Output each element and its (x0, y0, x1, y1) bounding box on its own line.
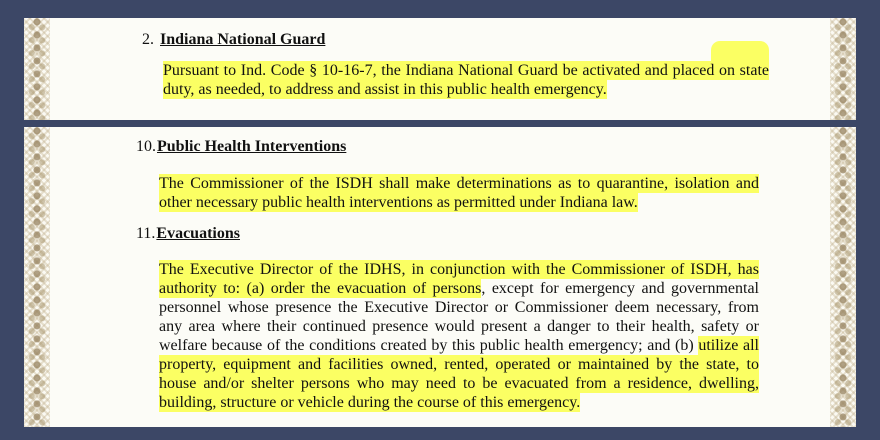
section-11-number: 11. (136, 225, 156, 242)
decorative-border-left (24, 127, 50, 427)
section-10-title: Public Health Interventions (157, 138, 347, 155)
section-10-number: 10. (136, 138, 156, 155)
section-2-body (163, 61, 769, 99)
section-11-body-highlight-2: utilize all property, equipment and facilities owned, rented, operated or maintained by the state, to house and/or shelter persons who may need to be evacuated from a residence, dwelling, building, structure or vehicle during the course of this emergency. (159, 337, 759, 411)
section-2-title: Indiana National Guard (160, 31, 326, 48)
section-11-heading (136, 225, 240, 243)
section-2-heading (142, 31, 325, 49)
document-page-section-2 (24, 18, 856, 120)
section-10-body (159, 174, 759, 212)
section-11-body-plain: , except for emergency and governmental personnel whose presence the Executive Director or Commissioner deem necessary, from any area where their continued presence would present a danger to their health, safety or welfare because of the conditions created by this public health emergency; and (b) (159, 280, 759, 354)
section-10-body-text: The Commissioner of the ISDH shall make determinations as to quarantine, isolation and other necessary public health interventions as permitted under Indiana law. (159, 175, 759, 211)
section-11-title: Evacuations (156, 225, 240, 242)
section-10-heading (136, 138, 346, 156)
decorative-border-right (830, 18, 856, 120)
decorative-border-right (830, 127, 856, 427)
document-page-sections-10-11 (24, 127, 856, 427)
section-2-number: 2. (142, 31, 154, 48)
section-11-body (159, 260, 759, 412)
section-11-body-highlight-1: The Executive Director of the IDHS, in conjunction with the Commissioner of ISDH, has authority to: (a) order the evacuation of persons (159, 261, 759, 297)
section-2-body-text: Pursuant to Ind. Code § 10-16-7, the Indiana National Guard be activated and placed on state duty, as needed, to address and assist in this public health emergency. (163, 62, 769, 98)
decorative-border-left (24, 18, 50, 120)
